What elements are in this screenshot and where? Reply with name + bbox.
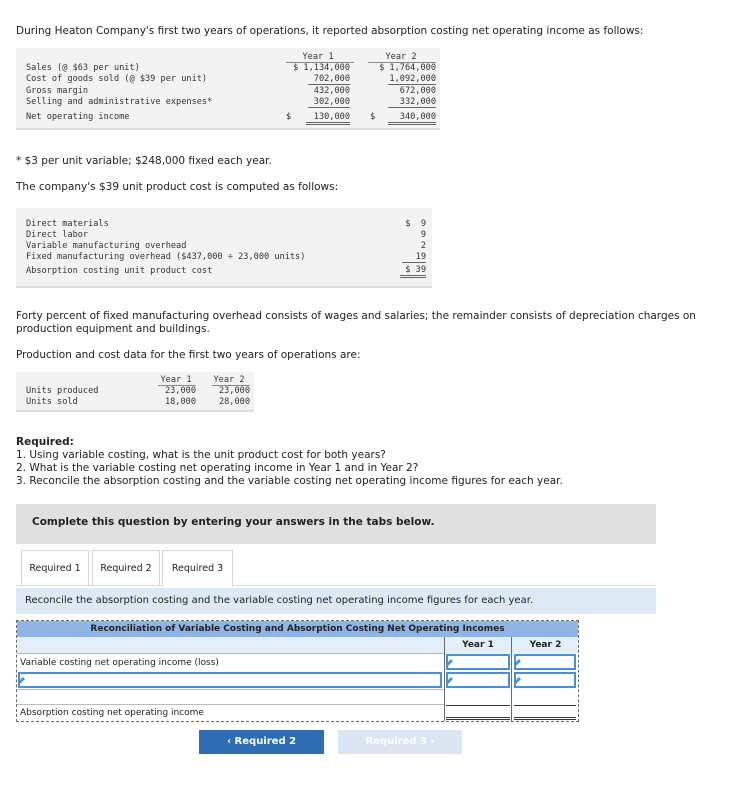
production-row-label: Units sold: [26, 397, 78, 407]
income-year1-header: Year 1: [302, 52, 334, 62]
production-year1-header: Year 1: [160, 375, 192, 385]
unit-cost-label: Direct materials: [26, 219, 109, 229]
unit-cost-value: 2: [420, 241, 426, 251]
production-row-y1: 23,000: [164, 386, 196, 396]
absorption-costing-year2-total: [514, 705, 576, 720]
unit-cost-value: $ 9: [405, 219, 426, 229]
unit-cost-label: Variable manufacturing overhead: [26, 241, 187, 251]
income-net-y2-sign: $: [370, 112, 376, 122]
income-row-y2: 1,092,000: [389, 74, 436, 84]
income-row-y1: 432,000: [313, 86, 350, 96]
income-net-y2: 340,000: [388, 112, 436, 125]
income-row-label: Cost of goods sold (@ $39 per unit): [26, 74, 208, 84]
reconciling-item-year2-input[interactable]: [514, 672, 576, 688]
year1-header: Year 1: [462, 640, 494, 650]
required-item: 3. Reconcile the absorption costing and the variable costing net operating income figures for each year.: [16, 475, 563, 487]
income-net-y1: 130,000: [306, 112, 350, 125]
task-bar: [16, 588, 656, 614]
income-row-y2: 332,000: [388, 97, 436, 108]
income-row-y2: $ 1,764,000: [379, 63, 436, 73]
reconciling-item-year1-input[interactable]: [446, 672, 510, 688]
income-row-y2: 672,000: [399, 86, 436, 96]
prev-required-label: Required 2: [234, 736, 297, 747]
reconciliation-title: Reconciliation of Variable Costing and Absorption Costing Net Operating Incomes: [17, 621, 578, 637]
tab-required-1[interactable]: Required 1: [21, 550, 89, 586]
reconciliation-table: [16, 620, 579, 722]
income-row-y1: $ 1,134,000: [293, 63, 350, 73]
production-row-y2: 28,000: [218, 397, 250, 407]
income-row-label: Gross margin: [26, 86, 89, 96]
income-row-label: Sales (@ $63 per unit): [26, 63, 140, 73]
required-item: 1. Using variable costing, what is the unit product cost for both years?: [16, 449, 386, 461]
variable-costing-label: Variable costing net operating income (loss): [20, 658, 219, 668]
required-item: 2. What is the variable costing net operating income in Year 1 and in Year 2?: [16, 462, 419, 474]
chevron-left-icon: ‹: [226, 736, 232, 747]
unit-cost-table: [16, 208, 432, 288]
production-intro: Production and cost data for the first two years of operations are:: [16, 349, 361, 361]
production-row-label: Units produced: [26, 386, 99, 396]
production-row-y2: 23,000: [218, 386, 250, 396]
income-year2-header: Year 2: [385, 52, 417, 62]
instruction-text: Complete this question by entering your answers in the tabs below.: [32, 516, 435, 528]
footnote-text: * $3 per unit variable; $248,000 fixed each year.: [16, 155, 272, 167]
unit-cost-total-label: Absorption costing unit product cost: [26, 266, 213, 276]
chevron-right-icon: ›: [430, 736, 435, 747]
unit-cost-intro: The company's $39 unit product cost is computed as follows:: [16, 181, 339, 193]
absorption-costing-year1-total: [446, 705, 510, 720]
income-statement-table: [16, 48, 440, 130]
income-net-label: Net operating income: [26, 112, 130, 122]
year2-header: Year 2: [529, 640, 562, 650]
absorption-costing-label: Absorption costing net operating income: [20, 708, 204, 718]
unit-cost-total-value: $ 39: [400, 265, 426, 278]
instruction-bar: [16, 504, 656, 544]
production-year2-header: Year 2: [213, 375, 245, 385]
intro-text: During Heaton Company's first two years of operations, it reported absorption costing net operating income as follows:: [16, 25, 644, 37]
income-row-label: Selling and administrative expenses*: [26, 97, 213, 107]
production-table: [16, 372, 254, 412]
production-row-y1: 18,000: [164, 397, 196, 407]
next-required-button[interactable]: [338, 730, 462, 754]
variable-costing-year1-input[interactable]: [446, 654, 510, 670]
tab-required-3[interactable]: Required 3: [162, 550, 233, 587]
income-net-y1-sign: $: [286, 112, 292, 122]
unit-cost-label: Direct labor: [26, 230, 89, 240]
income-row-y1: 702,000: [308, 74, 350, 85]
tab-required-2[interactable]: Required 2: [92, 550, 160, 586]
next-required-label: Required 3: [365, 736, 427, 747]
prev-required-button[interactable]: [199, 730, 324, 754]
overhead-note: Forty percent of fixed manufacturing overhead consists of wages and salaries; the remainder consists of depreciation charges on production equipment and buildings.: [16, 310, 696, 335]
reconciling-item-select[interactable]: [18, 672, 442, 688]
variable-costing-year2-input[interactable]: [514, 654, 576, 670]
task-text: Reconcile the absorption costing and the variable costing net operating income figures for each year.: [25, 595, 534, 606]
unit-cost-value: 19: [402, 252, 426, 263]
unit-cost-label: Fixed manufacturing overhead ($437,000 ÷ 23,000 units): [26, 252, 306, 262]
required-title: Required:: [16, 436, 74, 448]
income-row-y1: 302,000: [308, 97, 350, 108]
unit-cost-value: 9: [420, 230, 426, 240]
